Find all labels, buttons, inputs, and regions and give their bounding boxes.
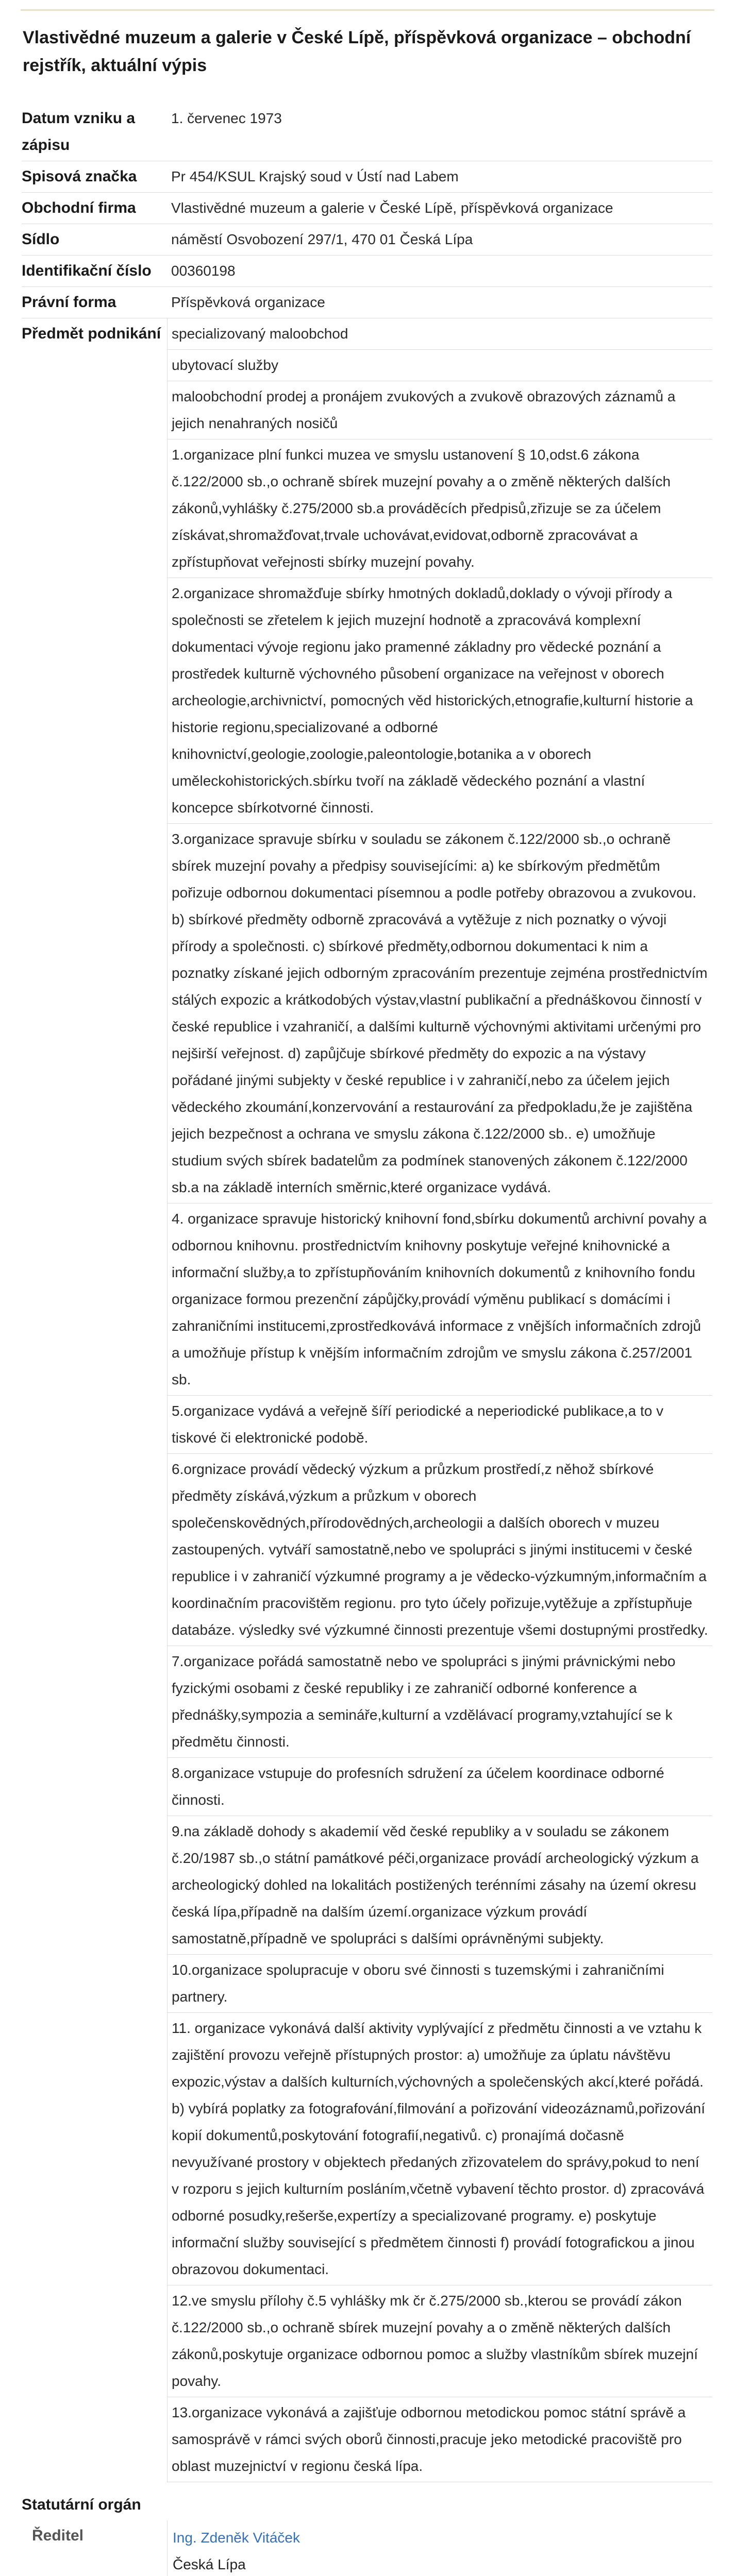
predmet-item: 3.organizace spravuje sbírku v souladu se zákonem č.122/2000 sb.,o ochraně sbírek muzejní povahy a předpisy souvisejícími: a) ke sbírkovým předmětům pořizuje odbornou dokumentaci písemnou a podle potřeby obrazovou a zvukovou. b) sbírkové předměty odborně zpracovává a vytěžuje z nich poznatky o vývoji přírody a společnosti. c) sbírkové předměty,odbornou dokumentaci k nim a poznatky získané jejich odborným zpracováním prezentuje zejména prostřednictvím stálých expozic a krátkodobých výstav,vlastní publikační a přednáškovou činností v české republice i vzahraničí, a dalšími kulturně výchovnými aktivitami určenými pro nejširší veřejnost. d) zapůjčuje sbírkové předměty do expozic a na výstavy pořádané jinými subjekty v české republice i v zahraničí,nebo za účelem jejich vědeckého zkoumání,konzervování a restaurování za předpokladu,že je zajištěna jejich bezpečnost a ochrana ve smyslu zákona č.122/2000 sb.. e) umožňuje studium svých sbírek badatelům za podmínek stanovených zákonem č.122/2000 sb.a na základě interních směrnic,které organizace vydává. [167, 824, 712, 1204]
spisova-value: Pr 454/KSUL Krajský soud v Ústí nad Labem [171, 168, 459, 184]
firma-value: Vlastivědné muzeum a galerie v České Lípě, příspěvková organizace [171, 200, 613, 216]
sidlo-label: Sídlo [22, 231, 60, 248]
firma-label: Obchodní firma [22, 199, 136, 216]
reditel-city: Česká Lípa [173, 2556, 246, 2572]
predmet-item: specializovaný maloobchod [167, 318, 712, 350]
predmet-item: 7.organizace pořádá samostatně nebo ve spolupráci s jinými právnickými nebo fyzickými osobami z české republiky i ze zahraničí odborné konference a přednášky,sympozia a semináře,kulturní a vzdělávací programy,vztahující se k předmětu činnosti. [167, 1646, 712, 1758]
datum-value: 1. červenec 1973 [171, 110, 282, 126]
row-predmet-4 [22, 578, 712, 824]
row-predmet-6 [22, 1204, 712, 1396]
predmet-item: 9.na základě dohody s akademií věd české republiky a v souladu se zákonem č.20/1987 sb.,o státní památkové péči,organizace provádí archeologický výzkum a archeologický dohled na lokalitách postižených terénními zásahy na území okresu česká lípa,případně na dalším území.organizace výzkum provádí samostatně,případně ve spolupráci s dalšími oprávněnými subjekty. [167, 1816, 712, 1955]
sidlo-value: náměstí Osvobození 297/1, 470 01 Česká Lípa [171, 231, 473, 247]
top-divider [21, 9, 714, 11]
page-title: Vlastivědné muzeum a galerie v České Lípě, příspěvková organizace – obchodní rejstřík, aktuální výpis [23, 28, 691, 75]
row-predmet-11 [22, 1816, 712, 1955]
register-table [22, 103, 712, 2576]
predmet-item: maloobchodní prodej a pronájem zvukových a zvukově obrazových záznamů a jejich nenahraných nosičů [167, 381, 712, 439]
row-sidlo [22, 224, 712, 256]
predmet-item: ubytovací služby [167, 350, 712, 381]
predmet-item: 13.organizace vykonává a zajišťuje odbornou metodickou pomoc státní správě a samosprávě v rámci svých oborů činnosti,pracuje jeko metodické pracoviště pro oblast muzejnictví v regionu česká lípa. [167, 2397, 712, 2482]
row-predmet-10 [22, 1758, 712, 1816]
ico-label: Identifikační číslo [22, 262, 152, 279]
spisova-label: Spisová značka [22, 168, 137, 185]
predmet-item: 4. organizace spravuje historický knihovní fond,sbírku dokumentů archivní povahy a odbornou knihovnu. prostřednictvím knihovny poskytuje veřejné knihovnické a informační služby,a to zpřístupňováním knihovních dokumentů z knihovního fondu organizace formou prezenční zápůjčky,provádí výměnu publikací s domácími i zahraničními institucemi,zprostředkovává informace z vnějších informačních zdrojů a umožňuje přístup k vnějším informačním zdrojům ve smyslu zákona č.257/2001 sb. [167, 1204, 712, 1396]
reditel-block [167, 2520, 712, 2576]
row-predmet-12 [22, 1955, 712, 2013]
predmet-item: 12.ve smyslu přílohy č.5 vyhlášky mk čr č.275/2000 sb.,kterou se provádí zákon č.122/2000 sb.,o ochraně sbírek muzejní povahy a o změně některých dalších zákonů,poskytuje organizace odbornou pomoc a služby vlastníkům sbírek muzejní povahy. [167, 2285, 712, 2397]
row-predmet-13 [22, 2013, 712, 2285]
datum-label: Datum vzniku a zápisu [22, 110, 136, 154]
row-ico [22, 256, 712, 287]
statutar-heading: Statutární orgán [22, 2496, 141, 2513]
row-pravni [22, 287, 712, 318]
row-predmet-1 [22, 350, 712, 381]
predmet-item: 6.orgnizace provádí vědecký výzkum a průzkum prostředí,z něhož sbírkové předměty získává,výzkum a průzkum v oborech společenskovědných,přírodovědných,archeologii a dalších oborech v muzeu zastoupených. vytváří samostatně,nebo ve spolupráci s jinými institucemi v české republice i v zahraničí výzkumné programy a je vědecko-výzkumným,informačním a koordinačním pracovištěm regionu. pro tyto účely pořizuje,vytěžuje a zpřístupňuje databáze. výsledky své výzkumné činnosti prezentuje všemi dostupnými prostředky. [167, 1454, 712, 1646]
row-firma [22, 193, 712, 224]
predmet-item: 2.organizace shromažďuje sbírky hmotných dokladů,doklady o vývoji přírody a společnosti se zřetelem k jejich muzejní hodnotě a zpracovává komplexní dokumentaci vývoje regionu jako pramenné základny pro vědecké poznání a prostředek kulturně výchovného působení organizace na veřejnost v oborech archeologie,archivnictví, pomocných věd historických,etnografie,kulturní historie a historie regionu,specializované a odborné knihovnictví,geologie,zoologie,paleontologie,botanika a v oborech uměleckohistorických.sbírku tvoří na základě vědeckého poznání a vlastní koncepce sbírkotvorné činnosti. [167, 578, 712, 824]
row-predmet-15 [22, 2397, 712, 2482]
row-predmet-2 [22, 381, 712, 439]
row-predmet-3 [22, 439, 712, 578]
predmet-item: 1.organizace plní funkci muzea ve smyslu ustanovení § 10,odst.6 zákona č.122/2000 sb.,o ochraně sbírek muzejní povahy a o změně některých dalších zákonů,vyhlášky č.275/2000 sb.a prováděcích předpisů,zřizuje se za účelem získávat,shromažďovat,trvale uchovávat,evidovat,odborně zpracovávat a zpřístupňovat veřejnosti sbírky muzejní povahy. [167, 439, 712, 578]
row-datum [22, 103, 712, 161]
predmet-item: 11. organizace vykonává další aktivity vyplývající z předmětu činnosti a ve vztahu k zajištění provozu veřejně přístupných prostor: a) umožňuje za úplatu návštěvu expozic,výstav a dalších kulturních,výchovných a společenských akcí,které pořádá. b) vybírá poplatky za fotografování,filmování a pořizování videozáznamů,pořizování kopií dokumentů,poskytování fotografií,negativů. c) pronajímá dočasně nevyužívané prostory v objektech předaných zřizovatelem do správy,pokud to není v rozporu s jejich kulturním posláním,včetně vybavení těchto prostor. d) zpracovává odborné posudky,rešerše,expertízy a specializované programy. e) poskytuje informační služby související s předmětem činnosti f) provádí fotografickou a jinou obrazovou dokumentaci. [167, 2013, 712, 2285]
predmet-item: 10.organizace spolupracuje v oboru své činnosti s tuzemskými i zahraničními partnery. [167, 1955, 712, 2013]
predmet-item: 8.organizace vstupuje do profesních sdružení za účelem koordinace odborné činnosti. [167, 1758, 712, 1816]
predmet-label: Předmět podnikání [22, 325, 161, 342]
row-predmet-7 [22, 1396, 712, 1454]
row-predmet-8 [22, 1454, 712, 1646]
pravni-value: Příspěvková organizace [171, 294, 325, 310]
row-predmet-14 [22, 2285, 712, 2397]
row-predmet-9 [22, 1646, 712, 1758]
row-predmet-0 [22, 318, 712, 350]
row-reditel [22, 2520, 712, 2576]
reditel-label: Ředitel [32, 2527, 84, 2544]
ico-value: 00360198 [171, 263, 236, 279]
reditel-name-link[interactable]: Ing. Zdeněk Vitáček [173, 2530, 300, 2546]
predmet-item: 5.organizace vydává a veřejně šíří periodické a neperiodické publikace,a to v tiskové či elektronické podobě. [167, 1396, 712, 1454]
row-predmet-5 [22, 824, 712, 1204]
row-spisova [22, 161, 712, 193]
pravni-label: Právní forma [22, 294, 116, 311]
